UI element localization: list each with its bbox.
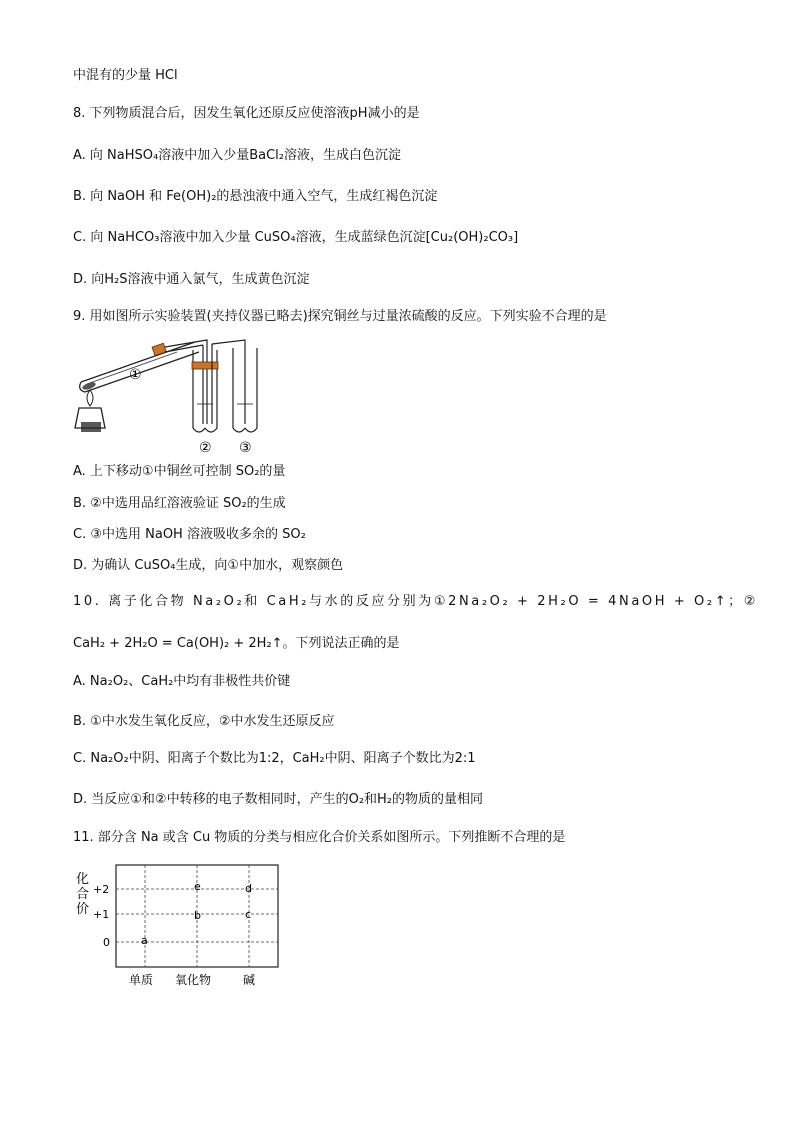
option-9b: B. ②中选用品红溶液验证 SO₂的生成 [73, 496, 286, 511]
y-tick-plus2: +2 [93, 883, 110, 896]
x-label-base: 碱 [243, 973, 256, 987]
line-hcl: 中混有的少量 HCl [73, 68, 178, 83]
ylabel-3: 价 [76, 902, 90, 917]
label-3: ③ [239, 440, 252, 454]
point-c: c [245, 908, 252, 921]
ylabel-1: 化 [76, 872, 90, 887]
stopper [152, 343, 166, 355]
option-9c: C. ③中选用 NaOH 溶液吸收多余的 SO₂ [73, 527, 306, 542]
question-10-line2: CaH₂ + 2H₂O = Ca(OH)₂ + 2H₂↑。下列说法正确的是 [73, 636, 400, 651]
option-10a: A. Na₂O₂、CaH₂中均有非极性共价键 [73, 674, 291, 689]
valence-chart [73, 860, 303, 990]
flame [87, 390, 93, 406]
question-8: 8. 下列物质混合后，因发生氧化还原反应使溶液pH减小的是 [73, 106, 420, 121]
question-10-line1: 10. 离子化合物 Na₂O₂和 CaH₂与水的反应分别为①2Na₂O₂ + 2H₂O = 4NaOH + O₂↑；② [73, 594, 759, 609]
question-11: 11. 部分含 Na 或含 Cu 物质的分类与相应化合价关系如图所示。下列推断不合理的是 [73, 830, 566, 845]
y-tick-zero: 0 [103, 936, 110, 949]
option-10c: C. Na₂O₂中阴、阳离子个数比为1:2，CaH₂中阴、阳离子个数比为2:1 [73, 751, 476, 766]
point-a: a [141, 934, 148, 947]
option-8a: A. 向 NaHSO₄溶液中加入少量BaCl₂溶液，生成白色沉淀 [73, 148, 402, 163]
point-d: d [245, 882, 252, 895]
question-9: 9. 用如图所示实验装置(夹持仪器已略去)探究铜丝与过量浓硫酸的反应。下列实验不合理的是 [73, 309, 607, 324]
label-1: ① [129, 367, 142, 383]
ylabel-2: 合 [76, 887, 90, 902]
delivery-tube [165, 340, 207, 424]
option-8c: C. 向 NaHCO₃溶液中加入少量 CuSO₄溶液，生成蓝绿色沉淀[Cu₂(OH)₂CO₃] [73, 230, 519, 245]
point-b: b [194, 909, 201, 922]
option-10d: D. 当反应①和②中转移的电子数相同时，产生的O₂和H₂的物质的量相同 [73, 792, 484, 807]
x-label-oxide: 氧化物 [175, 973, 212, 987]
y-tick-plus1: +1 [93, 908, 110, 921]
option-9a: A. 上下移动①中铜丝可控制 SO₂的量 [73, 464, 286, 479]
option-10b: B. ①中水发生氧化反应，②中水发生还原反应 [73, 714, 335, 729]
x-label-element: 单质 [129, 973, 154, 987]
option-9d: D. 为确认 CuSO₄生成，向①中加水，观察颜色 [73, 558, 344, 573]
label-2: ② [199, 440, 212, 454]
apparatus-figure [73, 332, 273, 454]
option-8d: D. 向H₂S溶液中通入氯气，生成黄色沉淀 [73, 272, 310, 287]
lamp-base [81, 422, 101, 432]
liquid-1 [81, 381, 96, 391]
option-8b: B. 向 NaOH 和 Fe(OH)₂的悬浊液中通入空气，生成红褐色沉淀 [73, 189, 438, 204]
point-e: e [194, 880, 201, 893]
